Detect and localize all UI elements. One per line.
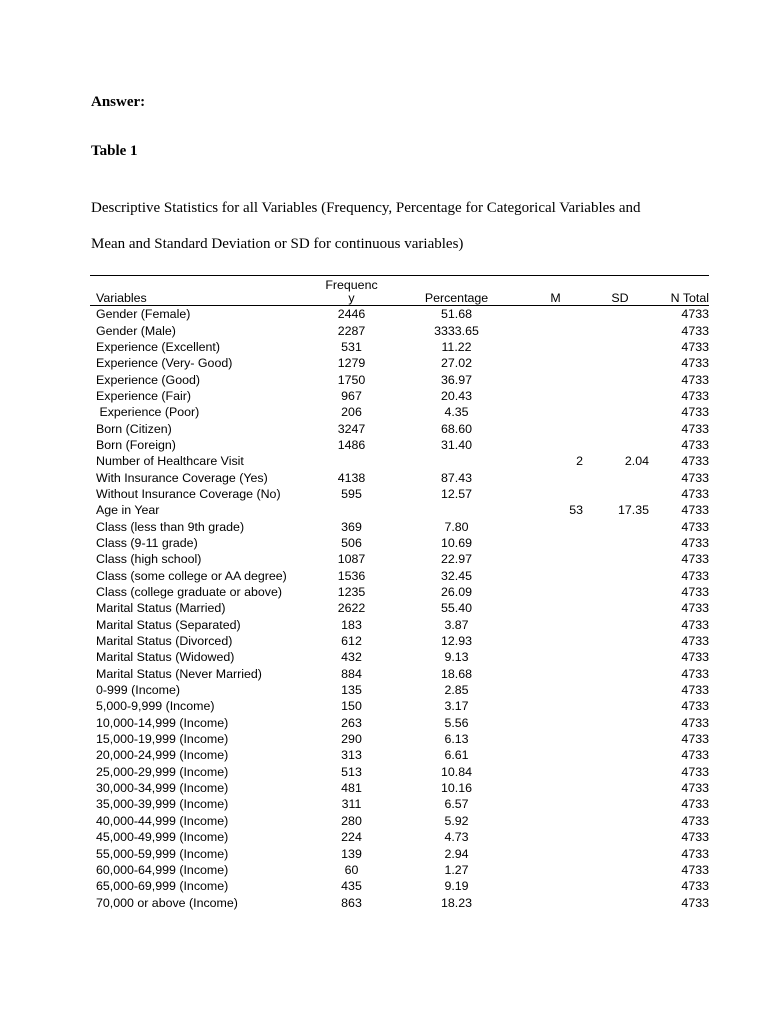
cell-n-total: 4733	[681, 797, 709, 812]
cell-mean	[524, 731, 587, 747]
cell-sd	[587, 322, 653, 338]
cell-frequency: 4138	[337, 470, 366, 485]
header-frequency-line-2: y	[348, 291, 355, 305]
cell-sd	[587, 845, 653, 861]
cell-n-total: 4733	[681, 519, 709, 534]
cell-percentage: 2.85	[444, 683, 469, 698]
cell-frequency: 432	[341, 650, 362, 665]
cell-frequency: 263	[341, 715, 362, 730]
cell-frequency: 863	[341, 895, 362, 910]
cell-variable: Experience (Fair)	[96, 388, 192, 403]
cell-frequency	[314, 502, 389, 518]
cell-frequency: 290	[341, 732, 362, 747]
cell-n-total: 4733	[681, 862, 709, 877]
cell-sd	[587, 339, 653, 355]
cell-frequency: 595	[341, 486, 362, 501]
cell-variable: 55,000-59,999 (Income)	[96, 846, 229, 861]
cell-mean	[524, 845, 587, 861]
cell-mean	[524, 894, 587, 910]
cell-variable: Marital Status (Widowed)	[96, 650, 235, 665]
cell-frequency: 1235	[337, 585, 366, 600]
cell-mean	[524, 829, 587, 845]
cell-frequency: 3247	[337, 421, 366, 436]
cell-frequency: 2287	[337, 323, 366, 338]
cell-frequency: 967	[341, 388, 362, 403]
cell-percentage: 51.68	[440, 307, 472, 322]
cell-variable: 40,000-44,999 (Income)	[96, 813, 229, 828]
cell-variable: 70,000 or above (Income)	[96, 895, 238, 910]
cell-frequency: 1536	[337, 568, 366, 583]
cell-n-total: 4733	[681, 585, 709, 600]
table-row	[90, 829, 709, 845]
cell-mean: 53	[569, 503, 583, 518]
cell-frequency: 506	[341, 535, 362, 550]
cell-percentage: 4.35	[444, 405, 469, 420]
cell-percentage: 3.17	[444, 699, 469, 714]
cell-sd	[587, 666, 653, 682]
cell-sd: 17.35	[617, 503, 649, 518]
cell-percentage: 9.19	[444, 879, 469, 894]
cell-frequency: 1486	[337, 437, 366, 452]
cell-n-total: 4733	[681, 356, 709, 371]
cell-variable: 15,000-19,999 (Income)	[96, 732, 229, 747]
cell-sd	[587, 649, 653, 665]
cell-variable: With Insurance Coverage (Yes)	[96, 470, 268, 485]
cell-variable: Class (9-11 grade)	[96, 535, 198, 550]
cell-mean	[524, 780, 587, 796]
cell-sd	[587, 894, 653, 910]
cell-sd	[587, 878, 653, 894]
answer-heading: Answer:	[91, 94, 146, 110]
cell-n-total: 4733	[681, 764, 709, 779]
cell-percentage: 11.22	[441, 339, 472, 354]
cell-percentage: 2.94	[444, 846, 469, 861]
cell-variable: 20,000-24,999 (Income)	[96, 748, 229, 763]
cell-sd	[587, 568, 653, 584]
cell-percentage: 26.09	[440, 585, 472, 600]
cell-variable: Marital Status (Divorced)	[96, 634, 233, 649]
cell-sd	[587, 731, 653, 747]
cell-frequency: 183	[341, 617, 362, 632]
cell-n-total: 4733	[681, 388, 709, 403]
cell-mean	[524, 568, 587, 584]
table-row	[90, 404, 709, 420]
cell-n-total: 4733	[681, 617, 709, 632]
table-body	[90, 306, 709, 911]
cell-percentage: 68.60	[440, 421, 472, 436]
cell-percentage: 3.87	[444, 617, 469, 632]
table-row	[90, 894, 709, 910]
table-row	[90, 600, 709, 616]
cell-mean	[524, 715, 587, 731]
table-row	[90, 469, 709, 485]
table-row	[90, 731, 709, 747]
cell-n-total: 4733	[681, 486, 709, 501]
header-frequency	[314, 276, 389, 306]
cell-percentage: 31.40	[440, 437, 472, 452]
cell-n-total: 4733	[681, 552, 709, 567]
cell-n-total: 4733	[681, 339, 709, 354]
cell-n-total: 4733	[681, 454, 709, 469]
table-row	[90, 698, 709, 714]
cell-frequency: 311	[341, 797, 362, 812]
header-variables: Variables	[90, 276, 314, 306]
cell-variable: Class (some college or AA degree)	[96, 568, 287, 583]
cell-percentage: 10.84	[440, 764, 472, 779]
table-row	[90, 682, 709, 698]
table-row	[90, 322, 709, 338]
cell-mean	[524, 666, 587, 682]
header-mean: M	[524, 276, 587, 306]
table-row	[90, 306, 709, 323]
cell-frequency: 369	[341, 519, 362, 534]
cell-frequency: 224	[341, 830, 362, 845]
cell-percentage: 36.97	[440, 372, 472, 387]
cell-variable: 60,000-64,999 (Income)	[96, 862, 229, 877]
cell-percentage: 12.57	[440, 486, 472, 501]
cell-n-total: 4733	[681, 715, 709, 730]
cell-percentage: 5.92	[444, 813, 469, 828]
table-row	[90, 633, 709, 649]
cell-mean	[524, 584, 587, 600]
cell-percentage: 10.16	[440, 781, 472, 796]
table-row	[90, 649, 709, 665]
cell-mean	[524, 813, 587, 829]
cell-frequency: 612	[341, 634, 362, 649]
cell-frequency: 1279	[337, 356, 366, 371]
cell-variable: Class (college graduate or above)	[96, 585, 282, 600]
cell-mean	[524, 633, 587, 649]
cell-variable: Gender (Male)	[96, 323, 176, 338]
cell-variable: 5,000-9,999 (Income)	[96, 699, 215, 714]
cell-variable: Experience (Poor)	[96, 405, 200, 420]
cell-mean	[524, 617, 587, 633]
table-label: Table 1	[91, 143, 138, 159]
cell-frequency: 206	[341, 405, 362, 420]
table-row	[90, 764, 709, 780]
cell-n-total: 4733	[681, 503, 709, 518]
table-row	[90, 715, 709, 731]
cell-n-total: 4733	[681, 830, 709, 845]
cell-variable: 10,000-14,999 (Income)	[96, 715, 229, 730]
cell-n-total: 4733	[681, 748, 709, 763]
table-row	[90, 371, 709, 387]
cell-n-total: 4733	[681, 813, 709, 828]
cell-sd	[587, 486, 653, 502]
cell-percentage: 18.68	[440, 666, 472, 681]
table-row	[90, 551, 709, 567]
header-frequency-line-1: Frequenc	[325, 278, 378, 292]
cell-n-total: 4733	[681, 307, 709, 322]
cell-percentage: 10.69	[440, 535, 472, 550]
header-n-total: N Total	[653, 276, 709, 306]
cell-n-total: 4733	[681, 879, 709, 894]
cell-percentage: 18.23	[440, 895, 472, 910]
cell-n-total: 4733	[681, 699, 709, 714]
cell-percentage: 12.93	[440, 634, 472, 649]
cell-n-total: 4733	[681, 405, 709, 420]
cell-variable: 25,000-29,999 (Income)	[96, 764, 229, 779]
cell-frequency: 1087	[337, 552, 366, 567]
cell-sd	[587, 813, 653, 829]
table-row	[90, 518, 709, 534]
cell-percentage: 6.61	[444, 748, 469, 763]
table-row	[90, 535, 709, 551]
cell-mean	[524, 388, 587, 404]
cell-n-total: 4733	[681, 372, 709, 387]
cell-sd	[587, 437, 653, 453]
cell-mean	[524, 649, 587, 665]
cell-mean	[524, 764, 587, 780]
table-row	[90, 355, 709, 371]
cell-n-total: 4733	[681, 323, 709, 338]
table-row	[90, 666, 709, 682]
table-row	[90, 617, 709, 633]
table-row	[90, 420, 709, 436]
table-header-row	[90, 276, 709, 306]
cell-mean	[524, 796, 587, 812]
cell-variable: Experience (Good)	[96, 372, 200, 387]
cell-mean	[524, 306, 587, 323]
cell-percentage: 5.56	[444, 715, 469, 730]
cell-sd	[587, 469, 653, 485]
cell-variable: Born (Citizen)	[96, 421, 172, 436]
cell-variable: Class (less than 9th grade)	[96, 519, 245, 534]
cell-percentage: 20.43	[440, 388, 472, 403]
cell-percentage: 22.97	[440, 552, 472, 567]
cell-variable: Marital Status (Never Married)	[96, 666, 262, 681]
cell-frequency: 513	[341, 764, 362, 779]
cell-sd	[587, 698, 653, 714]
table-caption	[91, 190, 691, 262]
cell-sd	[587, 862, 653, 878]
cell-mean	[524, 437, 587, 453]
cell-frequency: 313	[341, 748, 362, 763]
cell-mean	[524, 551, 587, 567]
cell-sd	[587, 584, 653, 600]
cell-frequency: 150	[341, 699, 362, 714]
cell-n-total: 4733	[681, 650, 709, 665]
cell-frequency: 280	[341, 813, 362, 828]
cell-n-total: 4733	[681, 421, 709, 436]
table-row	[90, 747, 709, 763]
cell-frequency: 435	[341, 879, 362, 894]
cell-sd	[587, 535, 653, 551]
cell-mean: 2	[576, 454, 583, 469]
cell-sd	[587, 617, 653, 633]
cell-n-total: 4733	[681, 634, 709, 649]
header-percentage: Percentage	[389, 276, 524, 306]
cell-n-total: 4733	[681, 895, 709, 910]
header-sd: SD	[587, 276, 653, 306]
cell-percentage: 6.57	[444, 797, 469, 812]
cell-sd	[587, 388, 653, 404]
table-row	[90, 780, 709, 796]
cell-mean	[524, 420, 587, 436]
table-row	[90, 584, 709, 600]
cell-mean	[524, 486, 587, 502]
cell-n-total: 4733	[681, 732, 709, 747]
cell-n-total: 4733	[681, 568, 709, 583]
cell-percentage: 9.13	[444, 650, 469, 665]
cell-percentage: 87.43	[440, 470, 472, 485]
cell-variable: Experience (Excellent)	[96, 339, 220, 354]
cell-mean	[524, 322, 587, 338]
cell-variable: Class (high school)	[96, 552, 202, 567]
cell-mean	[524, 862, 587, 878]
cell-variable: Marital Status (Separated)	[96, 617, 241, 632]
cell-n-total: 4733	[681, 470, 709, 485]
cell-percentage: 6.13	[444, 732, 469, 747]
cell-n-total: 4733	[681, 535, 709, 550]
table-row	[90, 568, 709, 584]
cell-sd	[587, 780, 653, 796]
cell-variable: 0-999 (Income)	[96, 683, 181, 698]
table-row	[90, 845, 709, 861]
cell-mean	[524, 698, 587, 714]
cell-frequency	[314, 453, 389, 469]
cell-percentage: 1.27	[444, 862, 469, 877]
cell-percentage: 4.73	[444, 830, 469, 845]
cell-sd	[587, 518, 653, 534]
caption-line-2: Mean and Standard Deviation or SD for continuous variables)	[91, 236, 464, 252]
table-row	[90, 796, 709, 812]
cell-sd	[587, 420, 653, 436]
cell-frequency: 481	[341, 781, 362, 796]
cell-percentage: 32.45	[440, 568, 472, 583]
cell-sd	[587, 600, 653, 616]
cell-mean	[524, 878, 587, 894]
cell-sd: 2.04	[624, 454, 649, 469]
cell-variable: Experience (Very- Good)	[96, 356, 233, 371]
cell-sd	[587, 747, 653, 763]
cell-percentage: 7.80	[444, 519, 469, 534]
cell-n-total: 4733	[681, 437, 709, 452]
cell-variable: Number of Healthcare Visit	[96, 454, 244, 469]
table-row	[90, 878, 709, 894]
cell-mean	[524, 371, 587, 387]
cell-frequency: 884	[341, 666, 362, 681]
cell-mean	[524, 404, 587, 420]
cell-variable: 30,000-34,999 (Income)	[96, 781, 229, 796]
caption-line-1: Descriptive Statistics for all Variables (Frequency, Percentage for Categorical Variables and	[91, 200, 641, 216]
cell-mean	[524, 339, 587, 355]
cell-variable: Born (Foreign)	[96, 437, 176, 452]
table-row	[90, 813, 709, 829]
cell-n-total: 4733	[681, 601, 709, 616]
cell-sd	[587, 404, 653, 420]
cell-variable: 65,000-69,999 (Income)	[96, 879, 229, 894]
cell-n-total: 4733	[681, 781, 709, 796]
cell-variable: 35,000-39,999 (Income)	[96, 797, 229, 812]
cell-percentage	[389, 502, 524, 518]
cell-sd	[587, 306, 653, 323]
cell-sd	[587, 371, 653, 387]
cell-sd	[587, 764, 653, 780]
cell-variable: Marital Status (Married)	[96, 601, 226, 616]
cell-n-total: 4733	[681, 683, 709, 698]
table-row	[90, 388, 709, 404]
cell-frequency: 531	[341, 339, 362, 354]
cell-frequency: 2446	[337, 307, 366, 322]
cell-mean	[524, 355, 587, 371]
cell-mean	[524, 469, 587, 485]
descriptive-statistics-table	[90, 275, 709, 911]
cell-mean	[524, 600, 587, 616]
cell-sd	[587, 682, 653, 698]
table-row	[90, 437, 709, 453]
cell-frequency: 135	[341, 683, 362, 698]
cell-frequency: 2622	[337, 601, 366, 616]
table-row	[90, 339, 709, 355]
cell-variable: Gender (Female)	[96, 307, 191, 322]
cell-percentage	[389, 453, 524, 469]
cell-variable: 45,000-49,999 (Income)	[96, 830, 229, 845]
cell-n-total: 4733	[681, 846, 709, 861]
table-row	[90, 486, 709, 502]
cell-variable: Without Insurance Coverage (No)	[96, 486, 281, 501]
cell-frequency: 1750	[337, 372, 366, 387]
table-row	[90, 862, 709, 878]
cell-sd	[587, 633, 653, 649]
cell-percentage: 55.40	[440, 601, 472, 616]
cell-mean	[524, 518, 587, 534]
cell-variable: Age in Year	[96, 503, 160, 518]
cell-frequency: 139	[341, 846, 362, 861]
cell-mean	[524, 747, 587, 763]
cell-mean	[524, 682, 587, 698]
cell-sd	[587, 796, 653, 812]
cell-percentage: 27.02	[440, 356, 472, 371]
table-row	[90, 502, 709, 518]
table-row	[90, 453, 709, 469]
cell-n-total: 4733	[681, 666, 709, 681]
cell-sd	[587, 551, 653, 567]
cell-frequency: 60	[344, 862, 359, 877]
cell-percentage: 3333.65	[434, 323, 479, 338]
cell-sd	[587, 715, 653, 731]
cell-sd	[587, 829, 653, 845]
cell-mean	[524, 535, 587, 551]
cell-sd	[587, 355, 653, 371]
